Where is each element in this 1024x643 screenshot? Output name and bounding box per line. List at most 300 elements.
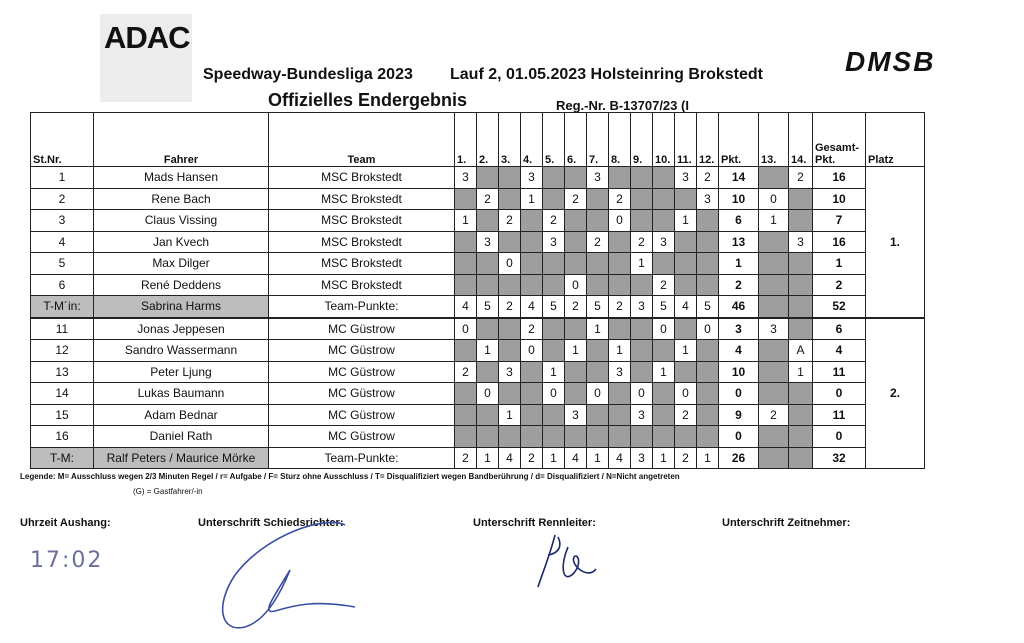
heat-score <box>455 404 477 426</box>
heat-14-score: 2 <box>789 167 813 189</box>
table-row <box>31 231 925 253</box>
col-heat: 3. <box>499 113 521 167</box>
col-heat: 2. <box>477 113 499 167</box>
legend-line-1: Legende: M= Ausschluss wegen 2/3 Minuten Regel / r= Aufgabe / F= Sturz ohne Ausschluss / T= Disqualifiziert wegen Bandberührung / d= Disqualifiziert / N=Nicht angetreten <box>20 472 680 481</box>
team-heat-points: 2 <box>499 296 521 318</box>
aushang-label: Uhrzeit Aushang: <box>20 517 111 529</box>
adac-logo <box>100 14 192 102</box>
heat-score: 3 <box>565 404 587 426</box>
heat-score: 0 <box>675 383 697 405</box>
team-name: MC Güstrow <box>269 361 455 383</box>
heat-score <box>521 231 543 253</box>
team-name: MC Güstrow <box>269 318 455 340</box>
heat-score <box>543 167 565 189</box>
heat-14-score <box>789 274 813 296</box>
heat-score: 3 <box>521 167 543 189</box>
heat-score: 0 <box>609 210 631 232</box>
team-heat-points: 5 <box>697 296 719 318</box>
heat-14-score: 3 <box>789 231 813 253</box>
rider-name: Adam Bednar <box>94 404 269 426</box>
heat-score: 0 <box>499 253 521 275</box>
team-manager-name: Sabrina Harms <box>94 296 269 318</box>
heat-score <box>543 253 565 275</box>
heat-score <box>587 253 609 275</box>
heat-score <box>697 426 719 448</box>
heat-score <box>455 253 477 275</box>
heat-14-score <box>789 404 813 426</box>
heat-score: 1 <box>675 340 697 362</box>
heat-score <box>697 404 719 426</box>
heat-score: 3 <box>675 167 697 189</box>
team-manager-label: T-M´in: <box>31 296 94 318</box>
team-heat-points: 4 <box>521 296 543 318</box>
start-number: 4 <box>31 231 94 253</box>
team-name: MSC Brokstedt <box>269 210 455 232</box>
heat-score <box>609 383 631 405</box>
heat-score <box>609 404 631 426</box>
heat-13-score: 0 <box>759 188 789 210</box>
col-heat: 12. <box>697 113 719 167</box>
points: 14 <box>719 167 759 189</box>
heat-score <box>653 426 675 448</box>
heat-score: 0 <box>565 274 587 296</box>
col-heat: 7. <box>587 113 609 167</box>
heat-score <box>653 253 675 275</box>
team-name: MSC Brokstedt <box>269 231 455 253</box>
heat-score <box>653 383 675 405</box>
table-row <box>31 404 925 426</box>
heat-score <box>499 167 521 189</box>
results-table <box>30 112 925 469</box>
team-heat-points: 5 <box>587 296 609 318</box>
team-heat-points: 3 <box>631 447 653 469</box>
heat-score: 2 <box>455 361 477 383</box>
heat-score <box>587 426 609 448</box>
heat-score <box>521 404 543 426</box>
total-points: 4 <box>813 340 866 362</box>
col-stnr: St.Nr. <box>31 113 94 167</box>
start-number: 3 <box>31 210 94 232</box>
heat-score <box>697 231 719 253</box>
heat-13-empty <box>759 447 789 469</box>
dmsb-logo: DMSB <box>845 46 936 77</box>
heat-score <box>653 188 675 210</box>
zeitnehmer-label: Unterschrift Zeitnehmer: <box>722 517 851 529</box>
heat-score <box>499 231 521 253</box>
heat-score <box>631 274 653 296</box>
team-name: MSC Brokstedt <box>269 253 455 275</box>
heat-score <box>697 274 719 296</box>
team-heat-points: 1 <box>587 447 609 469</box>
heat-score <box>587 340 609 362</box>
start-number: 11 <box>31 318 94 340</box>
heat-score: 1 <box>653 361 675 383</box>
heat-score: 1 <box>587 318 609 340</box>
heat-score: 2 <box>697 167 719 189</box>
heat-13-score <box>759 167 789 189</box>
heat-score <box>477 167 499 189</box>
col-pkt: Pkt. <box>719 113 759 167</box>
team-heat-points: 2 <box>675 447 697 469</box>
heat-score: 3 <box>455 167 477 189</box>
team-points-label: Team-Punkte: <box>269 447 455 469</box>
team-points-total: 26 <box>719 447 759 469</box>
heat-score: 0 <box>477 383 499 405</box>
total-points: 16 <box>813 231 866 253</box>
heat-score <box>631 318 653 340</box>
heat-score <box>697 383 719 405</box>
heat-score <box>697 210 719 232</box>
heat-score <box>587 210 609 232</box>
heat-score <box>587 274 609 296</box>
heat-score <box>609 318 631 340</box>
heat-13-empty <box>759 296 789 318</box>
heat-score: 1 <box>455 210 477 232</box>
event-title: Lauf 2, 01.05.2023 Holsteinring Brokstedt <box>450 66 763 83</box>
heat-score <box>675 318 697 340</box>
team-heat-points: 2 <box>609 296 631 318</box>
team-heat-points: 4 <box>499 447 521 469</box>
heat-score: 2 <box>631 231 653 253</box>
rennleiter-signature <box>530 525 610 595</box>
table-row <box>31 253 925 275</box>
col-heat: 11. <box>675 113 697 167</box>
start-number: 13 <box>31 361 94 383</box>
total-points: 0 <box>813 426 866 448</box>
team-heat-points: 2 <box>521 447 543 469</box>
team-name: MSC Brokstedt <box>269 274 455 296</box>
heat-score <box>609 274 631 296</box>
col-team: Team <box>269 113 455 167</box>
heat-score <box>675 253 697 275</box>
heat-score: 3 <box>609 361 631 383</box>
heat-score <box>565 231 587 253</box>
col-fahrer: Fahrer <box>94 113 269 167</box>
col-platz: Platz <box>866 113 925 167</box>
rider-name: Jan Kvech <box>94 231 269 253</box>
total-points: 1 <box>813 253 866 275</box>
heat-score <box>653 167 675 189</box>
heat-score <box>565 383 587 405</box>
team-heat-points: 4 <box>565 447 587 469</box>
heat-14-score <box>789 383 813 405</box>
heat-score: 2 <box>499 210 521 232</box>
heat-score: 1 <box>477 340 499 362</box>
team-heat-points: 1 <box>543 447 565 469</box>
heat-score <box>565 167 587 189</box>
total-points: 11 <box>813 361 866 383</box>
team-placement: 1. <box>866 167 925 318</box>
heat-14-score <box>789 426 813 448</box>
heat-score <box>631 210 653 232</box>
team-heat-points: 4 <box>609 447 631 469</box>
points: 1 <box>719 253 759 275</box>
points: 10 <box>719 188 759 210</box>
team-heat-points: 5 <box>653 296 675 318</box>
heat-score <box>697 361 719 383</box>
heat-score <box>565 426 587 448</box>
heat-score <box>653 210 675 232</box>
team-name: MC Güstrow <box>269 383 455 405</box>
heat-score <box>521 274 543 296</box>
heat-score <box>609 253 631 275</box>
adac-logo-text: ADAC <box>104 20 190 55</box>
points: 6 <box>719 210 759 232</box>
points: 2 <box>719 274 759 296</box>
start-number: 15 <box>31 404 94 426</box>
heat-score <box>543 404 565 426</box>
heat-score: 2 <box>653 274 675 296</box>
points: 13 <box>719 231 759 253</box>
team-gesamt-total: 52 <box>813 296 866 318</box>
total-points: 0 <box>813 383 866 405</box>
aushang-time: 17:02 <box>30 548 104 573</box>
team-heat-points: 4 <box>455 296 477 318</box>
heat-13-score: 2 <box>759 404 789 426</box>
team-heat-points: 1 <box>653 447 675 469</box>
heat-13-score: 3 <box>759 318 789 340</box>
team-points-label: Team-Punkte: <box>269 296 455 318</box>
col-heat: 5. <box>543 113 565 167</box>
table-row <box>31 383 925 405</box>
table-row <box>31 167 925 189</box>
heat-score <box>521 383 543 405</box>
points: 4 <box>719 340 759 362</box>
col-heat: 1. <box>455 113 477 167</box>
heat-score <box>455 274 477 296</box>
heat-score <box>631 340 653 362</box>
col-heat-13: 13. <box>759 113 789 167</box>
heat-14-score: A <box>789 340 813 362</box>
heat-score <box>521 426 543 448</box>
heat-score: 1 <box>521 188 543 210</box>
heat-score: 3 <box>543 231 565 253</box>
rider-name: Max Dilger <box>94 253 269 275</box>
heat-score <box>499 340 521 362</box>
start-number: 5 <box>31 253 94 275</box>
heat-score <box>499 426 521 448</box>
team-heat-points: 3 <box>631 296 653 318</box>
team-name: MC Güstrow <box>269 404 455 426</box>
heat-score: 0 <box>653 318 675 340</box>
start-number: 6 <box>31 274 94 296</box>
heat-score <box>455 340 477 362</box>
rider-name: Lukas Baumann <box>94 383 269 405</box>
total-points: 2 <box>813 274 866 296</box>
rider-name: Daniel Rath <box>94 426 269 448</box>
heat-score <box>565 318 587 340</box>
heat-score <box>609 167 631 189</box>
heat-score <box>587 188 609 210</box>
schiedsrichter-signature <box>205 515 365 640</box>
team-manager-row <box>31 296 925 318</box>
points: 0 <box>719 383 759 405</box>
col-heat: 9. <box>631 113 653 167</box>
team-name: MSC Brokstedt <box>269 188 455 210</box>
heat-score <box>543 426 565 448</box>
heat-score <box>499 383 521 405</box>
team-name: MC Güstrow <box>269 426 455 448</box>
heat-score <box>477 318 499 340</box>
heat-13-score <box>759 361 789 383</box>
heat-13-score <box>759 383 789 405</box>
heat-score <box>477 404 499 426</box>
table-row <box>31 340 925 362</box>
heat-14-score <box>789 188 813 210</box>
heat-13-score <box>759 274 789 296</box>
table-row <box>31 318 925 340</box>
rider-name: René Deddens <box>94 274 269 296</box>
heat-score: 2 <box>543 210 565 232</box>
heat-14-empty <box>789 447 813 469</box>
heat-score <box>499 188 521 210</box>
col-heat: 10. <box>653 113 675 167</box>
heat-score: 3 <box>477 231 499 253</box>
heat-13-score <box>759 253 789 275</box>
col-heat-14: 14. <box>789 113 813 167</box>
team-points-total: 46 <box>719 296 759 318</box>
start-number: 2 <box>31 188 94 210</box>
heat-score: 1 <box>543 361 565 383</box>
table-row <box>31 210 925 232</box>
heat-score <box>675 188 697 210</box>
heat-score <box>455 188 477 210</box>
heat-score <box>477 210 499 232</box>
table-row <box>31 188 925 210</box>
heat-score: 3 <box>499 361 521 383</box>
table-header-row <box>31 113 925 167</box>
heat-score: 0 <box>587 383 609 405</box>
reg-number: Reg.-Nr. B-13707/23 (I <box>556 98 689 113</box>
heat-score <box>455 383 477 405</box>
result-title: Offizielles Endergebnis <box>268 90 468 110</box>
heat-score <box>521 361 543 383</box>
team-heat-points: 1 <box>697 447 719 469</box>
heat-score: 2 <box>521 318 543 340</box>
start-number: 1 <box>31 167 94 189</box>
heat-score: 1 <box>565 340 587 362</box>
heat-score <box>477 361 499 383</box>
team-heat-points: 5 <box>477 296 499 318</box>
rider-name: Mads Hansen <box>94 167 269 189</box>
heat-score: 2 <box>565 188 587 210</box>
heat-score: 3 <box>653 231 675 253</box>
heat-score <box>499 318 521 340</box>
heat-score: 0 <box>697 318 719 340</box>
heat-score <box>675 361 697 383</box>
heat-score <box>631 426 653 448</box>
heat-score <box>543 340 565 362</box>
heat-score <box>609 231 631 253</box>
total-points: 6 <box>813 318 866 340</box>
start-number: 16 <box>31 426 94 448</box>
start-number: 12 <box>31 340 94 362</box>
heat-score <box>543 318 565 340</box>
team-manager-row <box>31 447 925 469</box>
heat-score <box>543 188 565 210</box>
team-heat-points: 4 <box>675 296 697 318</box>
heat-score: 2 <box>609 188 631 210</box>
team-gesamt-total: 32 <box>813 447 866 469</box>
heat-score <box>631 361 653 383</box>
rider-name: Rene Bach <box>94 188 269 210</box>
heat-14-score: 1 <box>789 361 813 383</box>
heat-score <box>675 426 697 448</box>
heat-14-score <box>789 210 813 232</box>
heat-score <box>543 274 565 296</box>
heat-14-score <box>789 318 813 340</box>
heat-score: 0 <box>631 383 653 405</box>
heat-score <box>675 231 697 253</box>
heat-score: 2 <box>477 188 499 210</box>
table-row <box>31 274 925 296</box>
heat-14-empty <box>789 296 813 318</box>
heat-score <box>565 361 587 383</box>
team-manager-label: T-M: <box>31 447 94 469</box>
league-title: Speedway-Bundesliga 2023 <box>203 66 413 83</box>
heat-score <box>565 253 587 275</box>
rider-name: Jonas Jeppesen <box>94 318 269 340</box>
team-heat-points: 2 <box>455 447 477 469</box>
heat-13-score: 1 <box>759 210 789 232</box>
heat-score <box>565 210 587 232</box>
heat-13-score <box>759 426 789 448</box>
rider-name: Sandro Wassermann <box>94 340 269 362</box>
col-heat: 4. <box>521 113 543 167</box>
heat-score: 3 <box>697 188 719 210</box>
points: 3 <box>719 318 759 340</box>
heat-score: 1 <box>609 340 631 362</box>
team-heat-points: 1 <box>477 447 499 469</box>
heat-score <box>631 188 653 210</box>
total-points: 11 <box>813 404 866 426</box>
heat-score <box>653 404 675 426</box>
heat-score <box>697 253 719 275</box>
heat-score <box>631 167 653 189</box>
heat-score <box>521 253 543 275</box>
heat-score: 2 <box>675 404 697 426</box>
heat-score <box>455 231 477 253</box>
points: 0 <box>719 426 759 448</box>
start-number: 14 <box>31 383 94 405</box>
heat-13-score <box>759 340 789 362</box>
heat-score <box>587 361 609 383</box>
team-name: MC Güstrow <box>269 340 455 362</box>
heat-score: 1 <box>499 404 521 426</box>
heat-score: 1 <box>675 210 697 232</box>
heat-score <box>587 404 609 426</box>
heat-score: 1 <box>631 253 653 275</box>
heat-score <box>521 210 543 232</box>
heat-score <box>499 274 521 296</box>
total-points: 16 <box>813 167 866 189</box>
rider-name: Claus Vissing <box>94 210 269 232</box>
col-gesamt: Gesamt-Pkt. <box>813 113 866 167</box>
points: 9 <box>719 404 759 426</box>
heat-score: 3 <box>587 167 609 189</box>
total-points: 10 <box>813 188 866 210</box>
heat-score <box>653 340 675 362</box>
heat-score <box>455 426 477 448</box>
heat-score: 0 <box>455 318 477 340</box>
heat-score: 3 <box>631 404 653 426</box>
heat-score <box>477 426 499 448</box>
heat-score <box>477 274 499 296</box>
heat-score <box>697 340 719 362</box>
heat-14-score <box>789 253 813 275</box>
rider-name: Peter Ljung <box>94 361 269 383</box>
team-manager-name: Ralf Peters / Maurice Mörke <box>94 447 269 469</box>
